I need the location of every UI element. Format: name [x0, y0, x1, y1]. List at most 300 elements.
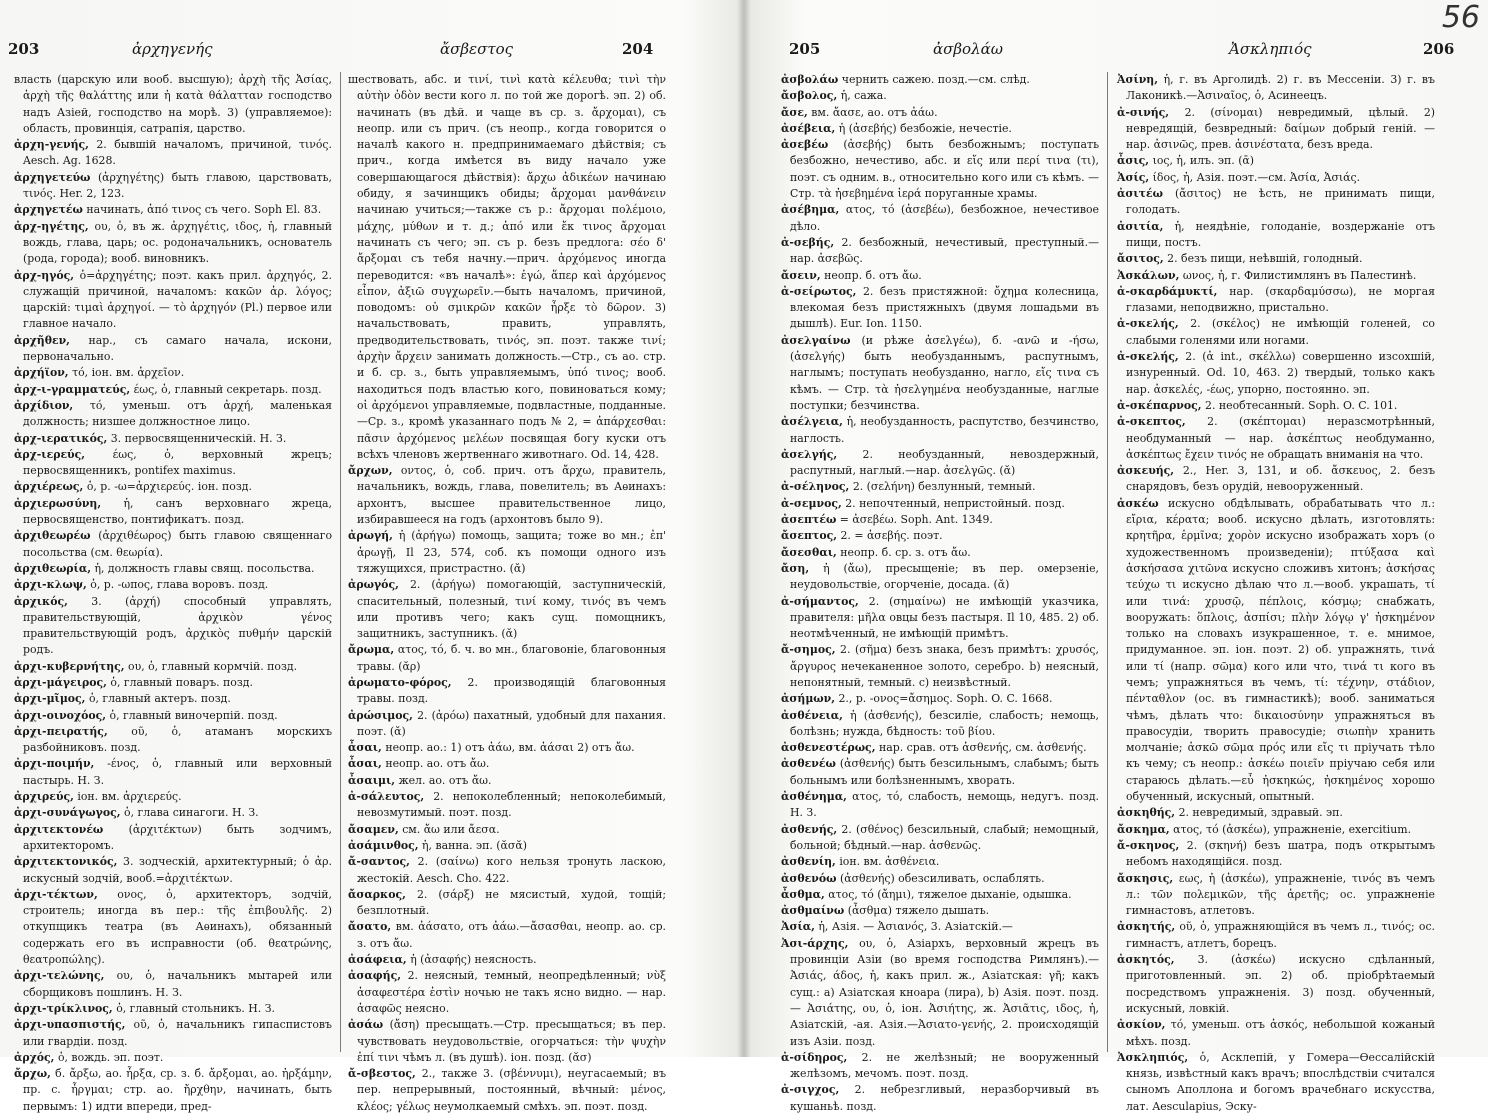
entry-definition: вм. ἀάσατο, отъ ἀάω.—ἄσασθαι, неопр. ао. ср. з. отъ ἄω. [357, 920, 667, 950]
entry-definition: (ἀσθενής) обезсиливать, ослаблять. [839, 871, 1045, 885]
entry-definition: 2. безъ пищи, неѣвшій, голодный. [1167, 252, 1363, 266]
entry-headword: ἄσαρκος, [348, 887, 406, 901]
entry-definition: ωνος, ἡ, г. Филистимлянъ въ Палестинѣ. [1182, 268, 1417, 282]
entry-definition: ἡ, Азія. — Ἀσιανός, 3. Азіатскій.— [818, 920, 1013, 934]
entry-headword: ἀρχ-ηγός, [14, 268, 75, 282]
entry-headword: ἀσελγής, [781, 447, 838, 461]
entry-headword: ἀρχηγετέω [14, 203, 83, 217]
entry-headword: ἀρχιέρεως, [14, 480, 84, 494]
right-page [751, 0, 1488, 1113]
dictionary-entry [14, 789, 332, 805]
dictionary-entry [348, 528, 666, 577]
entry-headword: ἄσε, [781, 105, 808, 119]
dictionary-entry [348, 463, 666, 528]
entry-definition: 2., р. -ονος=ἄσημος. Soph. O. C. 1668. [838, 692, 1053, 706]
entry-headword: ἀσκηθής, [1117, 806, 1176, 820]
entry-headword: ἀρχι-τέκτων, [14, 887, 98, 901]
entry-headword: ἄ-σαντος, [348, 855, 410, 869]
entry-definition: шествовать, абс. и τινί, τινὶ κατὰ κέλευθα; τινὶ τὴν αὐτὴν ὁδὸν вести кого л. по той же дорогѣ. эп. 2) об. начинать (въ дѣй. и чаще въ ср. з. ἄρχομαι), съ неопр. или съ прич. (съ неопр., когда говорится о началѣ какого н. предпринимаемаго дѣйствія; съ прич., когда имѣется въ виду начало уже совершающагося дѣйствія): ἄρχω ἀδικέων начинаю обиду, я зачинщикъ обиды; ἄρχομαι μανθάνειν начинаю учиться;—также съ р.: ἄρχομαι πολέμοιο, μάχης, μύθων и т. д.; ἀπό или ἔκ τινος ἄρχομαι начинать съ чего; эп. съ р. безъ предлога: σέο δ' ἄρξομαι съ тебя начну.—прич. ἀρχόμενος иногда переводится: «въ началѣ»: ἐγώ, ἅπερ καὶ ἀρχόμενος εἶπον, ἀξιῶ συγχωρεῖν.—быть началомъ, причиной, поводомъ: οὐ σμικρῶν κακῶν ἦρξε τὸ δῶρον. 3) начальствовать, править, управлять, предводительствовать, τινός, эп. поэт. также τινί; ἀρχὴν ἄρχειν занимать должность.—Стр., съ ао. стр. и б. ср. з., быть управляемымъ, ὑπό τινος; вооб. находиться подъ властью кого, повиноваться кому; οἱ ἀρχόμενοι управляемые, подвластные, подданные.—Ср. з., кромѣ указаннаго подъ № 2, = ἀπάρχεσθαι: πᾶσιν ἀρχόμενος μελέων посвящая богу куски отъ всѣхъ членовъ жертвеннаго животнаго. Od. 14, 428. [348, 73, 666, 461]
entry-definition: ιος, ἡ, илъ. эп. (ᾱ) [1152, 154, 1255, 168]
entry-headword: ἀρχι-οινοχόος, [14, 708, 107, 722]
entry-headword: ἄ-σβεστος, [348, 1067, 416, 1081]
entry-definition: ἡ, необузданность, распутство, безчинство, наглость. [790, 415, 1099, 445]
entry-definition: 2. непочтенный, непристойный. позд. [845, 496, 1065, 510]
dictionary-entry [348, 577, 666, 642]
entry-definition: 2. бывшій началомъ, причиной, τινός. Aesch. Ag. 1628. [23, 138, 332, 168]
dictionary-entry [14, 170, 332, 203]
entry-headword: ἀρωγή, [348, 529, 393, 543]
dictionary-entry [348, 708, 666, 741]
entry-headword: ἀσβολάω [781, 73, 839, 86]
entry-headword: ἄσκησις, [1117, 871, 1174, 885]
dictionary-entry [1117, 219, 1435, 252]
entry-definition: 3. первосвященническій. Н. З. [110, 431, 287, 445]
entry-definition: 3. (ἀσκέω) искусно сдѣланный, приготовленный. эп. 2) об. пріобрѣтаемый посредствомъ упражненія. 3) позд. обученный, искусный, ловкій. [1126, 953, 1435, 1015]
dictionary-entry [14, 708, 332, 724]
entry-headword: ἀρχι-μάγειρος, [14, 675, 107, 689]
entry-headword: ἆσαιμι, [348, 773, 396, 787]
entry-headword: ἄσατο, [348, 920, 392, 934]
dictionary-entry [1117, 251, 1435, 267]
entry-headword: ἀσιτία, [1117, 219, 1164, 233]
entry-definition: εως, ἡ (ἀσκέω), упражненіе, τινός въ чемъ л.: τῶν πολεμικῶν, τῆς ἀρετῆς; ос. упражненіе гимнастовъ, атлетовъ. [1126, 871, 1435, 918]
right-page-header [751, 40, 1488, 66]
entry-definition: б. ἄρξω, ао. ἦρξα, ср. з. б. ἄρξομαι, ао. ἠρξάμην, пр. с. ἦργμαι; стр. ао. ἤρχθην, начинать, быть первымъ: 1) идти впереди, пред- [23, 1067, 332, 1113]
dictionary-entry [1117, 349, 1435, 398]
entry-definition: ὁ, главный актеръ. позд. [88, 692, 231, 706]
entry-headword: Ἀσκληπιός, [1117, 1050, 1189, 1064]
left-page-column-1 [14, 72, 333, 1113]
dictionary-entry [781, 691, 1099, 707]
entry-definition: ὁ, Асклепій, у Гомера—Өессалійскій князь, извѣстный какъ врачъ; впослѣдствіи считался сыномъ Аполлона и богомъ врачебнаго искусства, лат. Aesculapius, Эску- [1126, 1050, 1435, 1113]
entry-headword: ἀσκέω [1117, 496, 1159, 510]
entry-headword: ἄση, [781, 561, 810, 575]
page-number-203: 203 [8, 40, 40, 58]
dictionary-entry [781, 1082, 1099, 1115]
dictionary-entry [348, 968, 666, 1017]
dictionary-entry [781, 919, 1099, 935]
entry-headword: ἀρωγός, [348, 578, 399, 592]
page-number-204: 204 [622, 40, 654, 58]
entry-headword: ἀρχη-γενής, [14, 138, 89, 152]
dictionary-entry [14, 561, 332, 577]
left-page-column-2 [348, 72, 667, 1113]
entry-headword: Ἀσίς, [1117, 170, 1150, 184]
running-headword-left: ἀρχηγενής [132, 40, 213, 58]
running-headword-right: Ἀσκληπιός [1229, 40, 1312, 58]
dictionary-entry [1117, 186, 1435, 219]
entry-definition: ονος, ὁ, архитекторъ, зодчій, строитель; иногда въ пер.: τῆς ἐπιβουλῆς. 2) откупщикъ театра (въ Аѳинахъ), обязанный содержать его въ исправности (об. θεατρώνης, θεατροπώλης). [23, 887, 332, 967]
entry-definition: ἡ, сажа. [840, 89, 887, 103]
entry-headword: ἆσθμα, [781, 887, 825, 901]
dictionary-entry [14, 365, 332, 381]
entry-definition: (ἀρχιτέκτων) быть зодчимъ, архитекторомъ. [23, 822, 333, 852]
dictionary-entry [781, 137, 1099, 202]
entry-definition: οῦ, ὁ, атаманъ морскихъ разбойниковъ. позд. [23, 724, 332, 755]
entry-headword: ἀσιτέω [1117, 187, 1163, 201]
entry-definition: неопр. ао. отъ ἄω. [385, 757, 490, 771]
dictionary-entry [14, 724, 332, 757]
entry-definition: ου, ὁ, начальникъ мытарей или сборщиковъ пошлинъ. Н. З. [23, 969, 332, 999]
book-gutter [737, 0, 751, 1057]
entry-definition: έως, ὁ, главный секретарь. позд. [133, 382, 322, 396]
dictionary-entry [348, 740, 666, 756]
dictionary-entry [781, 903, 1099, 919]
entry-headword: ἀρχι-κλωψ, [14, 578, 87, 592]
entry-definition: οντος, ὁ, соб. прич. отъ ἄρχω, правитель, начальникъ, вождь, глава, повелитель; въ Аѳинахъ: архонтъ, высшее правительственное лицо, избиравшееся на годъ (архонтовъ было 9). [357, 464, 666, 527]
dictionary-entry [14, 1017, 332, 1050]
entry-headword: ἀσθένεια, [781, 708, 843, 722]
dictionary-entry [14, 496, 332, 529]
entry-headword: ἀσεβέω [781, 138, 829, 152]
entry-headword: ἀ-σκαρδάμυκτί, [1117, 284, 1218, 298]
entry-definition: 2. (σκέπτομαι) неразсмотрѣнный, необдуманный — нар. ἀσκέπτως необдуманно, ἀσκέπτως ἔχειν τινός не обращать вниманія на что. [1126, 415, 1436, 461]
entry-definition: τό, уменьш. отъ ἀρχή, маленькая должность; низшее должностное лицо. [23, 398, 332, 429]
entry-headword: ἀρχ-ι-γραμματεύς, [14, 382, 131, 396]
entry-headword: ἀσκευής, [1117, 464, 1175, 478]
entry-headword: ἀρχι-τρίκλινος, [14, 1001, 113, 1015]
entry-headword: ἄσβολος, [781, 89, 838, 103]
dictionary-entry [14, 268, 332, 333]
entry-headword: ἀ-σκελής, [1117, 317, 1179, 331]
entry-definition: 2. (σελήνη) безлунный, темный. [852, 480, 1036, 494]
entry-headword: ἀ-σεβής, [781, 235, 835, 249]
entry-headword: Ἀσκάλων, [1117, 268, 1180, 282]
entry-headword: ἀρχιθεωρία, [14, 561, 91, 575]
entry-definition: 2. необузданный, невоздержный, распутный, наглый.—нар. ἀσελγῶς. (ᾰ) [790, 447, 1099, 478]
dictionary-entry [1117, 871, 1435, 920]
entry-definition: ὁ, р. -ω=ἀρχιερεύς. іон. позд. [86, 480, 252, 494]
dictionary-entry [781, 854, 1099, 870]
dictionary-entry [781, 1050, 1099, 1083]
dictionary-entry [781, 887, 1099, 903]
entry-headword: ἄσεπτος, [781, 529, 838, 543]
dictionary-entry [781, 72, 1099, 88]
dictionary-entry [14, 1066, 332, 1115]
entry-definition: см. ἄω или ἄεσα. [402, 822, 500, 836]
entry-headword: ἀρχός, [14, 1050, 55, 1064]
entry-definition: искусно обдѣлывать, обрабатывать что л.: εἴρια, κέρατα; вооб. искусно дѣлать, изготовлять: κρητῆρα, ἑρμῖνα; χορὸν искусно изображать хоръ (о художественномъ произведеніи); πτύξασα καὶ ἀσκήσασα χιτῶνα искусно сложивъ хитонъ; ἀσκήσας τεύχω τι искусно дѣлаю что л.—вооб. украшать, τί или τινά: χρυσῷ, πέπλοις, κόσμῳ; снабжать, вооружать: ὅπλοις, ἀσπίσι; πλὴν λόγῳ γ' ἠσκημένον только на словахъ изукрашенное, т. е. мнимое, придуманное. эп. іон. поэт. 2) об. упражнять, τινά или τί (напр. σῶμα) кого или что, τινά τι кого въ чемъ; упражняться въ чемъ, τί: τέχνην, στάδιον, πένταθλον (ос. въ гимнастикѣ); вооб. заниматься чѣмъ, дѣлать что: δικαιοσύνην упражняться въ правосудіи, творить правосудіе; σιωπὴν хранить молчаніе; ἀσκῶ σῶμα πρός или εἴς τι пріучать тѣло къ чему; съ неопр.: ἀσκέω ποιεῖν пріучаю себя или стараюсь дѣлать.—εὖ ἠσκηκώς, ἠσκημένος хорошо обученный, искусный, опытный. [1126, 496, 1435, 804]
dictionary-entry [1117, 414, 1435, 463]
dictionary-entry [348, 952, 666, 968]
entry-definition: чернить сажею. позд.—см. слѣд. [841, 73, 1030, 86]
entry-definition: ίδος, ἡ, Азія. поэт.—см. Ἀσία, Ἀσιάς. [1152, 170, 1361, 184]
entry-definition: 2. (σκέλος) не имѣющій голеней, со слабыми голенями или ногами. [1126, 317, 1435, 347]
dictionary-entry [781, 594, 1099, 643]
entry-definition: власть (царскую или вооб. высшую); ἀρχὴ τῆς Ἀσίας, ἀρχὴ τῆς θαλάττης или ἡ κατὰ θάλατταν господство надъ Азіей, господство на морѣ. 3) (управляемое): область, провинція, сатрапія, царство. [14, 73, 332, 135]
entry-headword: ἀρχιτεκτονέω [14, 822, 104, 836]
entry-definition: 2. (σάρξ) не мясистый, худой, тощій; безплотный. [357, 887, 666, 918]
dictionary-entry [1117, 1050, 1435, 1115]
entry-definition: 2. (σκηνή) безъ шатра, подъ открытымъ небомъ находящійся. позд. [1126, 838, 1436, 869]
handwritten-page-number: 56 [1441, 0, 1480, 35]
page-number-205: 205 [789, 40, 821, 58]
dictionary-entry [781, 871, 1099, 887]
entry-definition: ου, ὁ, Азіархъ, верховный жрецъ въ провинціи Азіи (во время господства Римлянъ).—Ἀσιάς, άδος, ἡ, какъ прил. ж., Азіатская: γῆ; какъ сущ.: a) Азіатская кноара (лира), b) Азія. поэт. позд. — Ἀσιάτης, ου, ὁ, іон. Ἀσιήτης, ж. Ἀσιᾶτις, ιδος, ἡ, Азіатскій, -ая. Азія.—Ἀσιατο-γενής, 2. происходящій изъ Азіи. позд. [790, 936, 1099, 1048]
dictionary-entry [781, 512, 1099, 528]
entry-headword: ἀσθενεστέρως, [781, 741, 876, 755]
entry-definition: жел. ао. отъ ἄω. [398, 773, 492, 787]
entry-definition: ἡ (ἀσεβής) безбожіе, нечестіе. [838, 121, 1012, 135]
entry-headword: ἄσκημα, [1117, 822, 1170, 836]
entry-headword: ἀ-σείρωτος, [781, 284, 857, 298]
entry-headword: ἀρχι-κυβερνήτης, [14, 659, 125, 673]
entry-headword: ἄσιτος, [1117, 252, 1164, 266]
dictionary-entry [348, 675, 666, 708]
dictionary-entry [14, 382, 332, 398]
dictionary-entry [781, 528, 1099, 544]
entry-definition: ὁ, главный стольникъ. Н. З. [116, 1001, 275, 1015]
entry-headword: ἀρχικός, [14, 594, 68, 608]
entry-definition: ἡ (ἀσθενής), безсиліе, слабость; немощь, болѣзнь; нужда, бѣдность: τοῦ βίου. [790, 708, 1099, 738]
dictionary-entry [348, 72, 666, 463]
dictionary-entry [1117, 1017, 1435, 1050]
dictionary-entry [781, 235, 1099, 268]
entry-definition: ου, ὁ, въ ж. ἀρχηγέτις, ιδος, ἡ, главный вождь, глава, царь; ос. родоначальникъ, основатель (рода, города); вооб. виновникъ. [23, 219, 332, 266]
dictionary-entry [14, 528, 332, 561]
entry-headword: ἀ-σάλευτος, [348, 790, 425, 804]
dictionary-entry [781, 545, 1099, 561]
running-headword-left: ἀσβολάω [933, 40, 1003, 58]
entry-headword: ἀ-σκελής, [1117, 350, 1179, 364]
dictionary-entry [348, 854, 666, 887]
entry-definition: 2. безъ пристяжной: ὄχημα колесница, влекомая безъ пристяжныхъ (двумя лошадьми въ дышлѣ). Eur. Ion. 1150. [790, 284, 1099, 331]
entry-definition: (ἀρχιθέωρος) быть главою священнаго посольства (см. θεωρία). [23, 529, 332, 559]
entry-headword: ἀσεπτέω [781, 513, 837, 527]
dictionary-entry [781, 479, 1099, 495]
dictionary-entry [1117, 105, 1435, 154]
entry-headword: ἀσήμων, [781, 692, 836, 706]
entry-headword: ἀ-σίδηρος, [781, 1050, 848, 1064]
entry-headword: ἀσκητός, [1117, 953, 1175, 967]
entry-headword: ἀσθενόω [781, 871, 837, 885]
dictionary-entry [14, 447, 332, 480]
entry-headword: ἄσειν, [781, 268, 821, 282]
entry-headword: ἀρχι-τελώνης, [14, 969, 105, 983]
dictionary-entry [1117, 316, 1435, 349]
entry-definition: ἡ, санъ верховнаго жреца, первосвященство, понтификатъ. позд. [23, 496, 332, 527]
entry-definition: нар. (σκαρδαμύσσω), не моргая глазами, неподвижно, пристально. [1126, 284, 1435, 315]
dictionary-entry [781, 822, 1099, 855]
dictionary-entry [1117, 822, 1435, 838]
entry-definition: ἡ, неядѣніе, голоданіе, воздержаніе отъ пищи, постъ. [1126, 219, 1435, 249]
dictionary-entry [14, 1001, 332, 1017]
dictionary-entry [348, 1017, 666, 1066]
entry-definition: 2. не желѣзный; не вооруженный желѣзомъ, мечомъ. поэт. позд. [790, 1050, 1099, 1081]
entry-headword: ἆσαι, [348, 741, 382, 755]
entry-definition: іон. вм. ἀρχιερεύς. [77, 790, 182, 804]
dictionary-entry [348, 642, 666, 675]
dictionary-entry [1117, 72, 1435, 105]
entry-headword: ἀρχ-ιερεύς, [14, 447, 86, 461]
entry-headword: ἀσκίον, [1117, 1018, 1166, 1032]
dictionary-entry [781, 121, 1099, 137]
right-page-column-2 [1117, 72, 1436, 1113]
entry-headword: ἀσάφεια, [348, 953, 407, 967]
entry-definition: ου, ὁ, главный кормчій. позд. [128, 659, 298, 673]
entry-definition: (ἄσιτος) не ѣсть, не принимать пищи, голодать. [1126, 187, 1435, 217]
entry-definition: 2. безбожный, нечестивый, преступный.—нар. ἀσεβῶς. [790, 235, 1099, 266]
entry-headword: ἀσαφής, [348, 969, 401, 983]
page-number-206: 206 [1423, 40, 1455, 58]
entry-definition: неопр. ао.: 1) отъ ἀάω, вм. ἀάσαι 2) отъ ἄω. [385, 741, 635, 755]
entry-headword: ἀ-σκέπαρνος, [1117, 398, 1202, 412]
entry-headword: ἀρχίδιον, [14, 398, 74, 412]
dictionary-entry [781, 447, 1099, 480]
dictionary-entry [348, 838, 666, 854]
entry-definition: 3. зодческій, архитектурный; ὁ ἀρ. искусный зодчій, вооб.=ἀρχιτέκτων. [23, 855, 332, 885]
entry-headword: ἀρχι-υπασπιστής, [14, 1018, 126, 1032]
entry-headword: ἀσθενής, [781, 822, 838, 836]
entry-headword: ἀ-σήμαντος, [781, 594, 859, 608]
dictionary-entry [781, 740, 1099, 756]
dictionary-entry [348, 919, 666, 952]
entry-definition: 2. невредимый, здравый. эп. [1178, 806, 1343, 820]
entry-headword: Ἀσίνη, [1117, 73, 1159, 86]
dictionary-entry [14, 887, 332, 968]
entry-headword: ἀ-σινής, [1117, 105, 1170, 119]
entry-definition: (ἄση) пресыщать.—Стр. пресыщаться; въ пер. чувствовать неудовольствіе, огорчаться: τὴν ψυχὴν ἐπί τινι чѣмъ л. (въ душѣ). іон. позд. (ᾰσ) [357, 1018, 666, 1064]
entry-headword: ἀσέβεια, [781, 121, 836, 135]
entry-definition: 2. (σημαίνω) не имѣющій указчика, правителя: μῆλα овцы безъ пастыря. Il 10, 485. 2) об. неотмѣченный, не имѣющій примѣтъ. [790, 594, 1099, 641]
entry-definition: ὁ, глава синагоги. Н. З. [124, 806, 259, 820]
entry-definition: 2. (σίνομαι) невредимый, цѣлый. 2) невредящій, безвредный: δαίμων добрый геній. —нар. ἀσινῶς, прев. ἀσινέστατα, безъ вреда. [1126, 105, 1436, 152]
dictionary-entry [14, 805, 332, 821]
entry-definition: 2. небрезгливый, неразборчивый въ кушаньѣ. позд. [790, 1083, 1099, 1113]
dictionary-entry [14, 202, 332, 218]
entry-definition: ὁ, главный виночерпій. позд. [109, 708, 278, 722]
entry-definition: ὁ, вождь. эп. поэт. [57, 1050, 164, 1064]
entry-headword: ἀ-σέληνος, [781, 480, 850, 494]
entry-definition: 2. (σαίνω) кого нельзя тронуть ласкою, жестокій. Aesch. Cho. 422. [357, 855, 666, 885]
entry-headword: ἀ-σεμνος, [781, 496, 842, 510]
entry-definition: ὁ, главный поваръ. позд. [110, 675, 253, 689]
entry-headword: ἀσάμινθος, [348, 838, 419, 852]
entry-definition: неопр. б. отъ ἄω. [824, 268, 922, 282]
entry-headword: ἀρχι-πειρατής, [14, 724, 108, 738]
entry-headword: ἆσαι, [348, 757, 382, 771]
entry-definition: 2. (ἀ int., σκέλλω) совершенно изсохшій, изнуренный. Od. 10, 463. 2) твердый, только какъ нар. ἀσκελές, -έως, упорно, постоянно. эп. [1126, 350, 1435, 396]
dictionary-entry [14, 691, 332, 707]
dictionary-entry [348, 789, 666, 822]
entry-definition: неопр. б. ср. з. отъ ἄω. [840, 545, 971, 559]
entry-definition: іон. вм. ἀσθένεια. [839, 855, 940, 869]
entry-definition: ατος, τό (ἀσκέω), упражненіе, exercitium. [1173, 822, 1412, 836]
entry-headword: ἄρωμα, [348, 643, 395, 657]
dictionary-entry [781, 756, 1099, 789]
entry-headword: ἀρχήϊον, [14, 366, 69, 380]
entry-headword: ἀρχιθεωρέω [14, 529, 91, 543]
entry-definition: ἡ, г. въ Арголидѣ. 2) г. въ Мессеніи. 3) г. въ Лаконикѣ.—Ἀσιναῖος, ὁ, Асинеецъ. [1126, 73, 1435, 103]
dictionary-entry [14, 137, 332, 170]
entry-headword: ἄρχω, [14, 1067, 51, 1081]
entry-headword: ἀρώσιμος, [348, 708, 413, 722]
dictionary-entry [781, 789, 1099, 822]
dictionary-entry [14, 431, 332, 447]
entry-headword: ἄ-σκηνος, [1117, 838, 1180, 852]
entry-headword: ἀρχῆθεν, [14, 333, 70, 347]
entry-headword: ἀρχι-συνάγωγος, [14, 806, 121, 820]
entry-definition: 2. (ἀρήγω) помогающій, заступническій, спасительный, полезный, τινί кому, τινός въ чемъ или противъ чего; какъ сущ. помощникъ, защитникъ, заступникъ. (ᾰ) [357, 578, 666, 641]
dictionary-entry [14, 1050, 332, 1066]
entry-headword: ἀσέβημα, [781, 203, 840, 217]
entry-headword: ἀρχιερωσύνη, [14, 496, 102, 510]
dictionary-entry [14, 854, 332, 887]
entry-definition: ἡ, ванна. эп. (ᾰσᾰ) [422, 838, 527, 852]
entry-definition: ατος, τό, б. ч. во мн., благовоніе, благовонныя травы. (ᾰρ) [357, 643, 666, 673]
dictionary-entry [348, 1066, 666, 1115]
dictionary-entry [14, 659, 332, 675]
entry-definition: 2. = ἀσεβής. поэт. [840, 529, 943, 543]
entry-definition: нар., съ самаго начала, искони, первоначально. [23, 333, 332, 364]
entry-headword: Ἀσία, [781, 920, 815, 934]
dictionary-entry [781, 642, 1099, 691]
dictionary-entry [348, 887, 666, 920]
dictionary-entry [348, 756, 666, 772]
dictionary-entry [1117, 919, 1435, 952]
entry-headword: ἀρχιτεκτονικός, [14, 855, 118, 869]
right-page-column-1 [781, 72, 1100, 1113]
dictionary-entry [14, 333, 332, 366]
dictionary-entry [1117, 398, 1435, 414]
entry-definition: 3. (ἀρχή) способный управлять, правительствующій, ἀρχικὸν γένος правительствующій родъ, ἀρχικὸς πυθμήν царскій родъ. [23, 594, 332, 657]
entry-headword: ἀ-σιγχος, [781, 1083, 840, 1097]
entry-headword: ἀσελγαίνω [781, 333, 851, 347]
dictionary-entry [14, 968, 332, 1001]
dictionary-entry [14, 398, 332, 431]
entry-definition: (ἀσεβής) быть безбожнымъ; поступать безбожно, нечестиво, абс. и εἴς или περί τινα (τι), поэт. съ одним. в., относительно кого или съ кѣмъ. — Стр. τὰ ἠσεβημένα ἱερά поруганные храмы. [790, 138, 1099, 201]
dictionary-entry [14, 594, 332, 659]
entry-definition: (ἆσθμα) тяжело дышать. [847, 904, 990, 918]
dictionary-entry [1117, 805, 1435, 821]
entry-headword: ἀρχ-ιερατικός, [14, 431, 108, 445]
entry-definition: 2. (ἀρόω) пахатный, удобный для пахания. поэт. (ᾰ) [357, 708, 667, 738]
entry-definition: 2. производящій благовонныя травы. позд. [357, 675, 666, 706]
entry-definition: 2. необтесанный. Soph. O. C. 101. [1205, 398, 1398, 412]
entry-headword: Ἀσι-άρχης, [781, 936, 849, 950]
entry-headword: ἄσεσθαι, [781, 545, 837, 559]
dictionary-entry [14, 479, 332, 495]
dictionary-entry [1117, 463, 1435, 496]
entry-headword: ἀρχιρεύς, [14, 790, 74, 804]
dictionary-entry [14, 756, 332, 789]
column-rule [340, 72, 341, 1052]
dictionary-entry [14, 72, 332, 137]
entry-definition: 2. (σθένος) безсильный, слабый; немощный, больной; бѣдный.—нар. ἀσθενῶς. [790, 822, 1100, 852]
entry-definition: начинать, ἀπό τινος съ чего. Soph El. 83. [86, 203, 322, 217]
entry-headword: ἀσθένημα, [781, 790, 847, 804]
entry-definition: = ἀσεβέω. Soph. Ant. 1349. [839, 513, 993, 527]
entry-headword: ἀ-σκεπτος, [1117, 415, 1186, 429]
dictionary-entry [1117, 496, 1435, 806]
dictionary-entry [781, 496, 1099, 512]
dictionary-entry [781, 88, 1099, 104]
left-page [0, 0, 737, 1113]
dictionary-entry [781, 708, 1099, 741]
entry-headword: ἄσαμεν, [348, 822, 399, 836]
dictionary-entry [781, 561, 1099, 594]
entry-definition: οῦ, ὁ, упражняющійся въ чемъ л., τινός; ос. гимнастъ, атлетъ, борецъ. [1126, 920, 1436, 950]
entry-definition: ἡ (ἀσαφής) неясность. [410, 953, 537, 967]
entry-definition: οῦ, ὁ, начальникъ гипаспистовъ или гвардіи. позд. [23, 1018, 332, 1048]
entry-headword: ἀσθενέω [781, 757, 836, 771]
entry-definition: έως, ὁ, верховный жрецъ; первосвященникъ, pontifex maximus. [23, 447, 332, 478]
dictionary-entry [781, 936, 1099, 1050]
entry-headword: ἆσις, [1117, 154, 1150, 168]
entry-headword: ἄ-σημος, [781, 643, 836, 657]
dictionary-entry [1117, 838, 1435, 871]
running-headword-right: ἄσβεστος [440, 40, 514, 58]
